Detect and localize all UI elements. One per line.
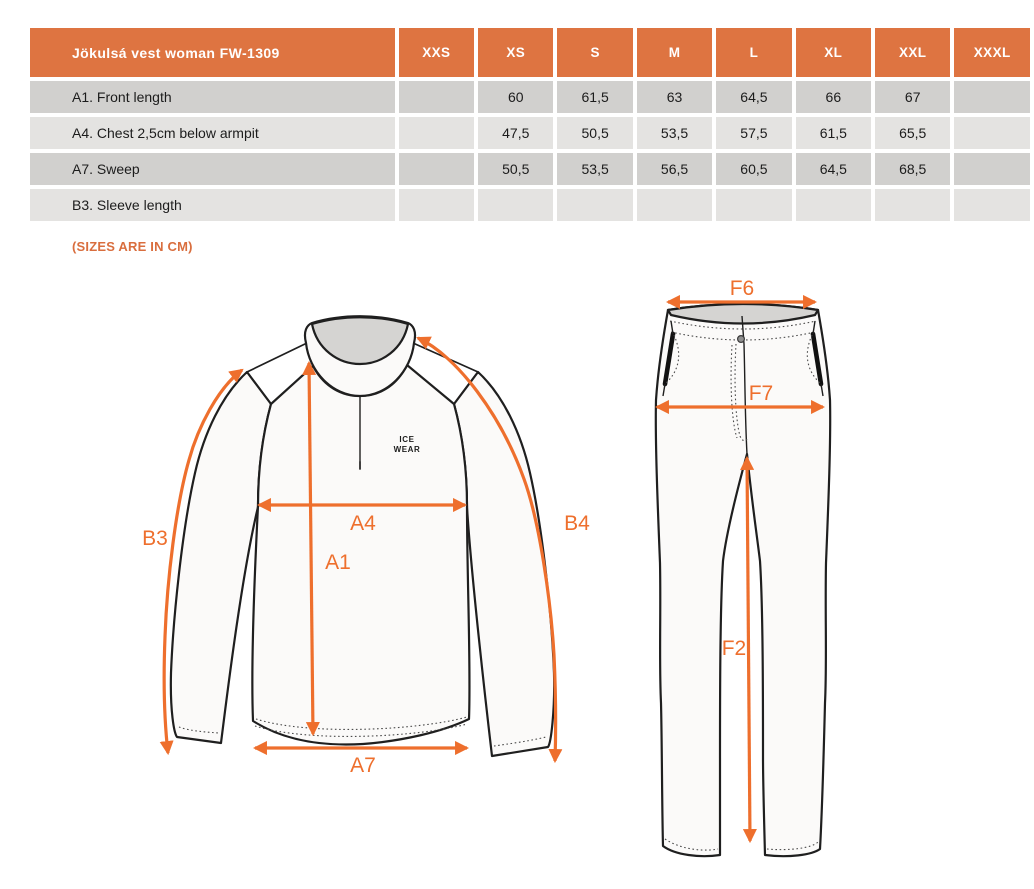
cell-value: 65,5 (875, 117, 950, 149)
size-chart-table-wrap (26, 24, 1034, 225)
logo-text-line1: ICE (399, 435, 415, 444)
cell-value: 67 (875, 81, 950, 113)
cell-value: 63 (637, 81, 712, 113)
cell-value (796, 189, 871, 221)
measure-label-f2: F2 (721, 637, 747, 660)
measure-arrow-f2 (747, 458, 750, 841)
measure-label-a7: A7 (350, 754, 376, 777)
cell-value: 64,5 (796, 153, 871, 185)
cell-value (875, 189, 950, 221)
cell-value: 68,5 (875, 153, 950, 185)
table-row-sleeve-length (30, 189, 1030, 221)
table-title: Jökulsá vest woman FW-1309 (30, 28, 395, 77)
cell-value (478, 189, 553, 221)
cell-value: 50,5 (478, 153, 553, 185)
pants-measurement-diagram (630, 278, 870, 878)
size-chart-table (26, 24, 1034, 225)
cell-value: 60,5 (716, 153, 791, 185)
cell-value: 66 (796, 81, 871, 113)
cell-value: 61,5 (557, 81, 632, 113)
table-row-chest (30, 117, 1030, 149)
cell-value: 47,5 (478, 117, 553, 149)
cell-value: 61,5 (796, 117, 871, 149)
cell-value (399, 117, 474, 149)
col-header-s: S (557, 28, 632, 77)
logo-text-line2: WEAR (393, 445, 421, 454)
size-chart-header (30, 28, 1030, 77)
cell-value (716, 189, 791, 221)
size-chart-body (30, 81, 1030, 221)
measure-label-b4: B4 (564, 512, 590, 535)
cell-value (557, 189, 632, 221)
cell-value: 64,5 (716, 81, 791, 113)
pants-body (656, 304, 830, 856)
table-row-front-length (30, 81, 1030, 113)
col-header-l: L (716, 28, 791, 77)
cell-value: 56,5 (637, 153, 712, 185)
col-header-xl: XL (796, 28, 871, 77)
col-header-xxxl: XXXL (954, 28, 1030, 77)
col-header-xxl: XXL (875, 28, 950, 77)
cell-value: 57,5 (716, 117, 791, 149)
col-header-m: M (637, 28, 712, 77)
row-label: A7. Sweep (30, 153, 395, 185)
cell-value (954, 189, 1030, 221)
header-row (30, 28, 1030, 77)
pants-button (738, 336, 745, 343)
cell-value (954, 153, 1030, 185)
measure-label-b3: B3 (142, 527, 168, 550)
col-header-xs: XS (478, 28, 553, 77)
cell-value (637, 189, 712, 221)
measure-label-f6: F6 (729, 278, 755, 300)
cell-value: 60 (478, 81, 553, 113)
measure-label-a1: A1 (325, 551, 351, 574)
cell-value (954, 117, 1030, 149)
cell-value: 50,5 (557, 117, 632, 149)
shirt-body (252, 365, 469, 745)
measure-label-f7: F7 (748, 382, 774, 405)
table-row-sweep (30, 153, 1030, 185)
cell-value: 53,5 (637, 117, 712, 149)
measure-label-a4: A4 (350, 512, 376, 535)
row-label: A4. Chest 2,5cm below armpit (30, 117, 395, 149)
cell-value (399, 153, 474, 185)
cell-value: 53,5 (557, 153, 632, 185)
shirt-measurement-diagram (110, 275, 610, 785)
cell-value (399, 189, 474, 221)
cell-value (954, 81, 1030, 113)
row-label: A1. Front length (30, 81, 395, 113)
col-header-xxs: XXS (399, 28, 474, 77)
cell-value (399, 81, 474, 113)
sizes-in-cm-note: (SIZES ARE IN CM) (72, 239, 193, 254)
row-label: B3. Sleeve length (30, 189, 395, 221)
